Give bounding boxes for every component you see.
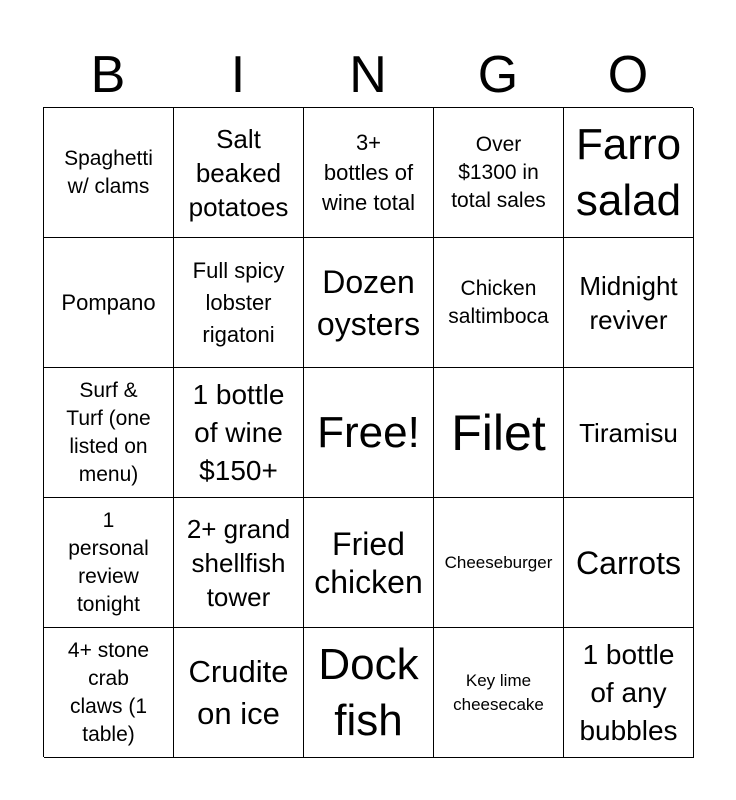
cell-text: Filet [451, 404, 546, 461]
cell-text: Spaghetti w/ clams [64, 146, 153, 198]
bingo-cell[interactable] [44, 498, 174, 628]
bingo-cell[interactable] [434, 238, 564, 368]
bingo-cell[interactable] [174, 238, 304, 368]
bingo-cell[interactable] [564, 368, 694, 498]
cell-text: Dock fish [318, 639, 419, 745]
header-letter-g: G [477, 46, 519, 104]
cell-text: 1 personal review tonight [68, 508, 149, 616]
cell-text: 1 bottle of wine $150+ [192, 378, 285, 486]
bingo-cell[interactable] [44, 108, 174, 238]
cell-text: Carrots [576, 544, 681, 581]
cell-text: Midnight reviver [579, 270, 678, 335]
bingo-cell[interactable] [564, 498, 694, 628]
cell-text: Farro salad [575, 119, 682, 225]
cell-text: 3+ bottles of wine total [322, 129, 415, 215]
header-letter-b: B [90, 46, 126, 104]
bingo-cell[interactable] [304, 238, 434, 368]
cell-text: 2+ grand shellfish tower [186, 513, 291, 612]
bingo-cell[interactable] [304, 628, 434, 758]
cell-text: Crudite on ice [188, 653, 289, 731]
bingo-cell[interactable] [44, 238, 174, 368]
cell-text: 1 bottle of any bubbles [579, 638, 678, 746]
bingo-cell[interactable] [434, 628, 564, 758]
bingo-cell[interactable] [174, 498, 304, 628]
cell-text: Tiramisu [579, 417, 678, 448]
cell-text: Chicken saltimboca [448, 276, 549, 328]
bingo-cell[interactable] [44, 628, 174, 758]
cell-text: Over $1300 in total sales [451, 132, 546, 212]
cell-text: Pompano [61, 289, 156, 315]
cell-text: 4+ stone crab claws (1 table) [67, 638, 150, 746]
bingo-cell[interactable] [434, 108, 564, 238]
cell-text: Fried chicken [314, 525, 423, 600]
cell-text: Salt beaked potatoes [188, 123, 289, 222]
bingo-cell[interactable] [564, 238, 694, 368]
bingo-cell[interactable] [564, 628, 694, 758]
bingo-cell[interactable] [174, 368, 304, 498]
bingo-header [43, 44, 693, 106]
bingo-board [43, 107, 693, 757]
bingo-cell[interactable] [304, 368, 434, 498]
header-letter-o: O [607, 46, 649, 104]
bingo-cell[interactable] [434, 498, 564, 628]
bingo-cell[interactable] [564, 108, 694, 238]
cell-text: Dozen oysters [316, 263, 421, 342]
cell-text: Full spicy lobster rigatoni [192, 257, 285, 347]
bingo-cell[interactable] [304, 108, 434, 238]
bingo-cell[interactable] [44, 368, 174, 498]
bingo-cell[interactable] [174, 628, 304, 758]
header-letter-n: N [349, 46, 387, 104]
cell-text: Cheeseburger [444, 552, 553, 572]
bingo-cell[interactable] [174, 108, 304, 238]
header-letter-i: I [230, 46, 246, 104]
bingo-cell[interactable] [434, 368, 564, 498]
cell-text: Key lime cheesecake [453, 670, 544, 714]
cell-text: Surf & Turf (one listed on menu) [66, 378, 151, 486]
cell-text: Free! [317, 407, 420, 457]
bingo-cell[interactable] [304, 498, 434, 628]
